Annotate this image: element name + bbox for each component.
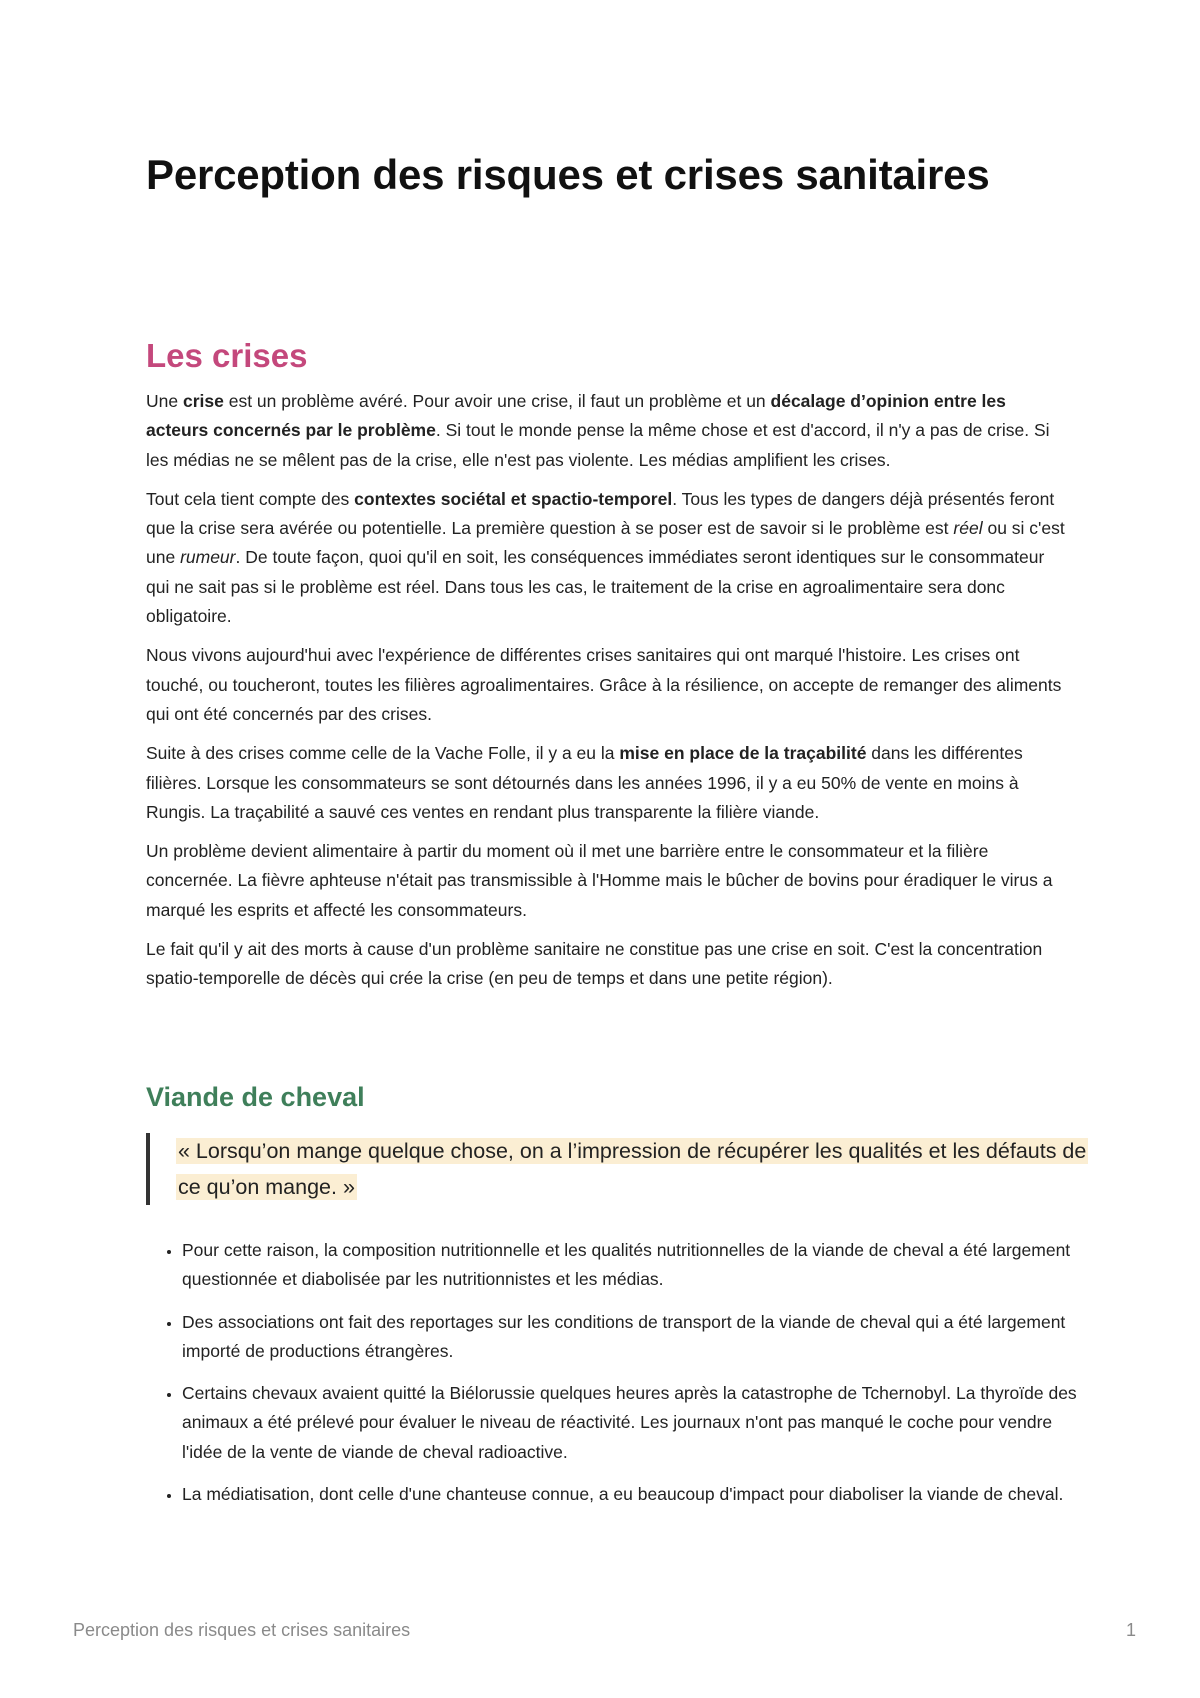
page-content <box>146 146 1056 203</box>
list-item: • Des associations ont fait des reportages sur les conditions de transport de la viande de cheval qui a été largement importé de productions étrangères. <box>182 1308 1097 1367</box>
text-run: . Si tout le monde pense la même chose et est d'accord, il n'y a pas de crise. Si les médias ne se mêlent pas de la crise, elle n'est pas violente. Les médias amplifient les crises. <box>146 420 1050 470</box>
text-run: Un problème devient alimentaire à partir du moment où il met une barrière entre le consommateur et la filière concernée. La fièvre aphteuse n'était pas transmissible à l'Homme mais le bûcher de bovins pour éradiquer le virus a marqué les esprits et affecté les consommateurs. <box>146 841 1053 920</box>
section-heading-crises: Les crises <box>146 337 308 374</box>
footer-title: Perception des risques et crises sanitaires <box>73 1620 411 1640</box>
paragraph <box>146 387 1066 475</box>
paragraph <box>146 485 1066 631</box>
page-number: 1 <box>1125 1620 1136 1640</box>
text-run: . De toute façon, quoi qu'il en soit, les conséquences immédiates seront identiques sur le consommateur qui ne sait pas si le problème est réel. Dans tous les cas, le traitement de la crise en agroalimentaire sera donc obligatoire. <box>146 547 1045 627</box>
bold-text: mise en place de la traçabilité <box>619 743 867 764</box>
list-item: • La médiatisation, dont celle d'une chanteuse connue, a eu beaucoup d'impact pour diaboliser la viande de cheval. <box>182 1480 1097 1509</box>
text-run: Tout cela tient compte des <box>146 488 355 509</box>
section-body-crises <box>146 387 1066 1004</box>
paragraph <box>146 739 1066 827</box>
quote-text: « Lorsqu’on mange quelque chose, on a l’impression de récupérer les qualités et les défauts de ce qu’on mange. » <box>178 1139 1087 1199</box>
quote-block <box>146 1133 1091 1205</box>
text-run: Une <box>146 391 183 411</box>
italic-text: rumeur <box>180 547 236 568</box>
text-run: Le fait qu'il y ait des morts à cause d'un problème sanitaire ne constitue pas une crise en soit. C'est la concentration spatio-temporelle de décès qui crée la crise (en peu de temps et dans une petite région). <box>146 939 1043 989</box>
subsection-heading-viande-de-cheval: Viande de cheval <box>146 1082 365 1112</box>
text-run: . Tous les types de dangers déjà présentés feront que la crise sera avérée ou potentielle. La première question à se poser est de savoir si le problème est <box>146 488 1055 539</box>
paragraph <box>146 641 1066 729</box>
bullet-list <box>146 1236 1097 1522</box>
text-run: Nous vivons aujourd'hui avec l'expérience de différentes crises sanitaires qui ont marqué l'histoire. Les crises ont touché, ou toucheront, toutes les filières agroalimentaires. Grâce à la résilience, on accepte de remanger des aliments qui ont été concernés par des crises. <box>146 645 1062 724</box>
bold-text: contextes sociétal et spactio-temporel <box>354 488 673 509</box>
list-item: • Certains chevaux avaient quitté la Biélorussie quelques heures après la catastrophe de Tchernobyl. La thyroïde des animaux a été prélevé pour évaluer le niveau de réactivité. Les journaux n'ont pas manqué le coche pour vendre l'idée de la vente de viande de cheval radioactive. <box>182 1379 1097 1467</box>
bold-text: crise <box>182 391 224 411</box>
text-run: est un problème avéré. Pour avoir une crise, il faut un problème et un <box>223 391 771 411</box>
italic-text: réel <box>953 518 983 539</box>
text-run: Suite à des crises comme celle de la Vache Folle, il y a eu la <box>146 743 620 764</box>
bold-text: décalage d’opinion entre les acteurs concernés par le problème <box>146 391 1006 441</box>
text-run: dans les différentes filières. Lorsque les consommateurs se sont détournés dans les années 1996, il y a eu 50% de vente en moins à Rungis. La traçabilité a sauvé ces ventes en rendant plus transparente la filière viande. <box>146 743 1023 822</box>
paragraph <box>146 837 1066 925</box>
paragraph <box>146 935 1066 994</box>
list-item: • Pour cette raison, la composition nutritionnelle et les qualités nutritionnelles de la viande de cheval a été largement questionnée et diabolisée par les nutritionnistes et les médias. <box>182 1236 1097 1295</box>
text-run: ou si c'est une <box>146 518 1065 568</box>
page-title: Perception des risques et crises sanitaires <box>146 151 990 198</box>
